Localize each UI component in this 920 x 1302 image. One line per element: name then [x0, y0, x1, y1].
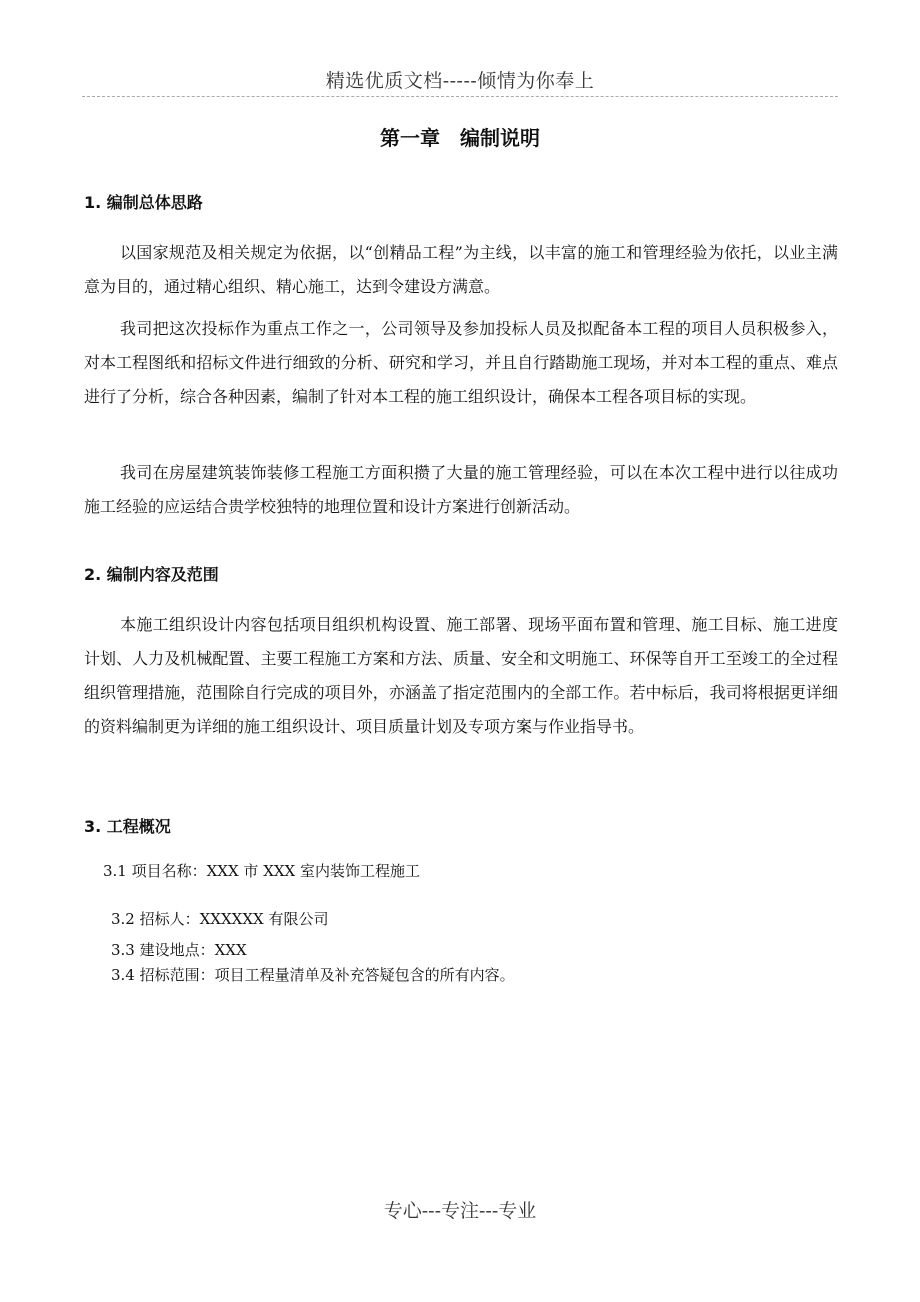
section-heading-1: 1. 编制总体思路 [84, 193, 203, 212]
chapter-title: 第一章 编制说明 [380, 126, 540, 150]
header-divider [82, 96, 838, 97]
section-1-paragraph-2: 我司把这次投标作为重点工作之一，公司领导及参加投标人员及拟配备本工程的项目人员积极参入，对本工程图纸和招标文件进行细致的分析、研究和学习，并且自行踏勘施工现场，并对本工程的重点、难点进行了分析，综合各种因素，编制了针对本工程的施工组织设计，确保本工程各项目标的实现。 [84, 319, 838, 406]
page-footer: 专心---专注---专业 [383, 1200, 537, 1222]
section-1-paragraph-1: 以国家规范及相关规定为依据，以“创精品工程”为主线，以丰富的施工和管理经验为依托，以业主满意为目的，通过精心组织、精心施工，达到令建设方满意。 [84, 243, 838, 296]
project-info-item: 3.3 建设地点：XXX [111, 941, 247, 959]
project-info-item: 3.1 项目名称：XXX 市 XXX 室内装饰工程施工 [103, 862, 421, 880]
page-header: 精选优质文档-----倾情为你奉上 [325, 70, 595, 92]
project-info-item: 3.4 招标范围：项目工程量清单及补充答疑包含的所有内容。 [111, 966, 515, 984]
section-1-paragraph-3: 我司在房屋建筑装饰装修工程施工方面积攒了大量的施工管理经验，可以在本次工程中进行以往成功施工经验的应运结合贵学校独特的地理位置和设计方案进行创新活动。 [84, 463, 838, 516]
section-heading-2: 2. 编制内容及范围 [84, 565, 219, 584]
project-info-item: 3.2 招标人：XXXXXX 有限公司 [111, 910, 329, 928]
section-heading-3: 3. 工程概况 [84, 817, 171, 836]
section-2-paragraph-1: 本施工组织设计内容包括项目组织机构设置、施工部署、现场平面布置和管理、施工目标、施工进度计划、人力及机械配置、主要工程施工方案和方法、质量、安全和文明施工、环保等自开工至竣工的全过程组织管理措施，范围除自行完成的项目外，亦涵盖了指定范围内的全部工作。若中标后，我司将根据更详细的资料编制更为详细的施工组织设计、项目质量计划及专项方案与作业指导书。 [84, 615, 838, 736]
